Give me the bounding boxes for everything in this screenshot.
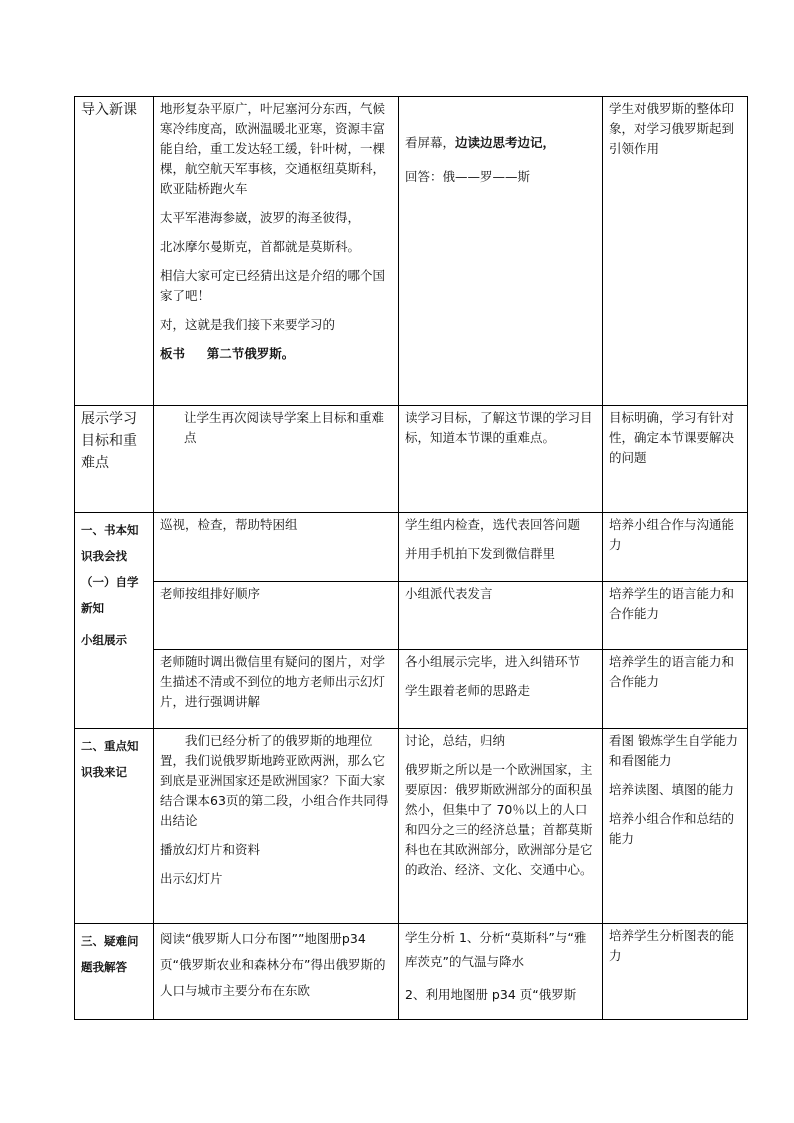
intent-cell bbox=[603, 729, 748, 924]
intent-cell bbox=[603, 582, 748, 650]
intent-cell bbox=[603, 650, 748, 729]
intent-text: 培养学生的语言能力和合作能力 bbox=[609, 586, 735, 621]
stage-label: 三、疑难问题我解答 bbox=[81, 934, 139, 974]
table-row bbox=[75, 582, 748, 650]
student-text: 学生组内检查，选代表回答问题 bbox=[405, 517, 581, 532]
teacher-text: 对，这就是我们接下来要学习的 bbox=[160, 317, 336, 332]
intent-cell bbox=[603, 513, 748, 582]
intent-text: 培养读图、填图的能力 bbox=[609, 782, 735, 797]
teacher-cell bbox=[154, 513, 399, 582]
teacher-text: 地形复杂平原广，叶尼塞河分东西，气候寒冷纬度高，欧洲温暖北亚寒，资源丰富能自给，重工发达轻工缓，针叶树，一棵棵，航空航天军事核，交通枢纽莫斯科，欧亚陆桥跑火车 bbox=[160, 101, 386, 196]
teacher-text: 阅读“俄罗斯人口分布图””地图册p34页“俄罗斯农业和森林分布”得出俄罗斯的人口与城市主要分布在东欧 bbox=[160, 931, 386, 998]
teacher-text: 老师按组排好顺序 bbox=[160, 586, 261, 601]
stage-label: （一）自学新知 bbox=[81, 575, 139, 615]
intent-text: 目标明确，学习有针对性，确定本节课要解决的问题 bbox=[609, 410, 735, 465]
teacher-text: 老师随时调出微信里有疑问的图片，对学生描述不清或不到位的地方老师出示幻灯片，进行强调讲解 bbox=[160, 654, 386, 709]
table-row bbox=[75, 924, 748, 1020]
stage-label: 导入新课 bbox=[81, 102, 137, 118]
table-row bbox=[75, 513, 748, 582]
student-cell bbox=[399, 582, 603, 650]
intent-text: 学生对俄罗斯的整体印象，对学习俄罗斯起到引领作用 bbox=[609, 101, 735, 156]
board-line bbox=[160, 344, 393, 364]
student-cell bbox=[399, 97, 603, 406]
student-text: 讨论，总结，归纳 bbox=[405, 733, 506, 748]
teacher-text: 出示幻灯片 bbox=[160, 871, 223, 886]
lesson-plan-table bbox=[74, 96, 748, 1020]
intent-text: 培养小组合作和总结的能力 bbox=[609, 811, 735, 846]
table-row bbox=[75, 650, 748, 729]
intent-cell bbox=[603, 97, 748, 406]
teacher-cell bbox=[154, 97, 399, 406]
table-row bbox=[75, 406, 748, 513]
student-text: 2、利用地图册 p34 页“俄罗斯 bbox=[405, 987, 577, 1002]
stage-cell bbox=[75, 97, 154, 406]
table-row bbox=[75, 97, 748, 406]
stage-label: 小组展示 bbox=[81, 633, 127, 647]
teacher-text: 我们已经分析了的俄罗斯的地理位置，我们说俄罗斯地跨亚欧两洲，那么它到底是亚洲国家还是欧洲国家？下面大家结合课本63页的第二段，小组合作共同得出结论 bbox=[160, 733, 389, 828]
stage-label: 展示学习目标和重难点 bbox=[81, 411, 137, 471]
student-text: 俄罗斯之所以是一个欧洲国家，主要原因：俄罗斯欧洲部分的面积虽然小，但集中了 70％以上的人口和四分之三的经济总量；首都莫斯科也在其欧洲部分，欧洲部分是它的政治、经济、文化、交通中心。 bbox=[405, 762, 593, 877]
student-cell bbox=[399, 924, 603, 1020]
student-text: 学生分析 1、分析“莫斯科”与“雅库茨克”的气温与降水 bbox=[405, 930, 587, 969]
stage-label: 一、书本知识我会找 bbox=[81, 523, 139, 563]
teacher-text: 相信大家可定已经猜出这是介绍的哪个国家了吧！ bbox=[160, 268, 386, 303]
student-text: 学生跟着老师的思路走 bbox=[405, 683, 531, 698]
student-cell bbox=[399, 729, 603, 924]
teacher-text: 太平军港海参崴，波罗的海圣彼得， bbox=[160, 210, 361, 225]
intent-text: 培养学生分析图表的能力 bbox=[609, 928, 735, 963]
student-cell bbox=[399, 513, 603, 582]
intent-text: 培养学生的语言能力和合作能力 bbox=[609, 654, 735, 689]
teacher-text: 巡视，检查，帮助特困组 bbox=[160, 517, 298, 532]
student-text: 看屏幕，边读边思考边记， bbox=[405, 135, 556, 150]
student-text: 各小组展示完毕，进入纠错环节 bbox=[405, 654, 581, 669]
teacher-text: 让学生再次阅读导学案上目标和重难点 bbox=[184, 410, 385, 445]
student-text: 读学习目标，了解这节课的学习目标，知道本节课的重难点。 bbox=[405, 410, 593, 445]
board-label: 板书 bbox=[160, 346, 186, 361]
student-cell bbox=[399, 650, 603, 729]
student-cell bbox=[399, 406, 603, 513]
teacher-text: 北冰摩尔曼斯克，首都就是莫斯科。 bbox=[160, 239, 361, 254]
intent-cell bbox=[603, 924, 748, 1020]
teacher-cell bbox=[154, 650, 399, 729]
intent-text: 看图 锻炼学生自学能力和看图能力 bbox=[609, 733, 738, 768]
teacher-text: 播放幻灯片和资料 bbox=[160, 842, 261, 857]
stage-label: 二、重点知识我来记 bbox=[81, 739, 139, 779]
teacher-cell bbox=[154, 729, 399, 924]
intent-cell bbox=[603, 406, 748, 513]
intent-text: 培养小组合作与沟通能力 bbox=[609, 517, 735, 552]
stage-cell bbox=[75, 924, 154, 1020]
stage-cell bbox=[75, 406, 154, 513]
teacher-cell bbox=[154, 924, 399, 1020]
student-text: 小组派代表发言 bbox=[405, 586, 493, 601]
stage-cell bbox=[75, 513, 154, 729]
student-text: 回答：俄——罗——斯 bbox=[405, 169, 531, 184]
student-text: 并用手机拍下发到微信群里 bbox=[405, 546, 556, 561]
teacher-cell bbox=[154, 406, 399, 513]
teacher-cell bbox=[154, 582, 399, 650]
stage-cell bbox=[75, 729, 154, 924]
table-row bbox=[75, 729, 748, 924]
board-title: 第二节俄罗斯。 bbox=[206, 346, 295, 361]
